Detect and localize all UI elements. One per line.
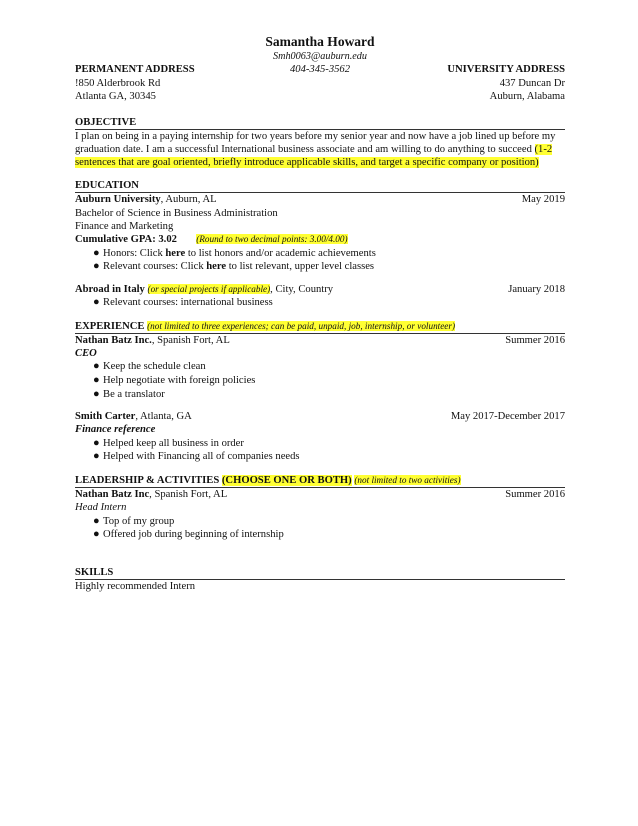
objective-heading: OBJECTIVE: [75, 116, 565, 130]
abroad-note: (or special projects if applicable): [147, 283, 271, 294]
school-name: Auburn University: [75, 194, 161, 206]
company-location: , Spanish Fort, AL: [151, 334, 230, 346]
university-address-label: UNIVERSITY ADDRESS: [447, 64, 565, 75]
major: Finance and Marketing: [75, 221, 174, 233]
leadership-choose: (CHOOSE ONE OR BOTH): [221, 474, 352, 486]
phone-number: 404-345-3562: [289, 64, 351, 75]
job-date: Summer 2016: [505, 334, 565, 346]
permanent-address-city: Atlanta GA, 30345: [75, 91, 156, 103]
list-item: ● Relevant courses: Click here to list relevant, upper level classes: [93, 260, 375, 273]
activity-bullets: [75, 515, 565, 542]
leadership-note: (not limited to two activities): [354, 474, 461, 485]
university-address-city: Auburn, Alabama: [489, 91, 565, 103]
organization-name: Nathan Batz Inc: [75, 488, 150, 500]
bullet-icon: ●: [93, 528, 100, 541]
bullet-icon: ●: [93, 436, 100, 449]
bullet-icon: ●: [93, 450, 100, 463]
experience-heading: EXPERIENCE (not limited to three experiences; can be paid, unpaid, job, internship, or volunteer): [75, 320, 565, 334]
activity-date: Summer 2016: [505, 488, 565, 500]
leadership-heading: LEADERSHIP & ACTIVITIES (CHOOSE ONE OR BOTH) (not limited to two activities): [75, 474, 565, 488]
list-item: ● Honors: Click here to list honors and/or academic achievements: [93, 246, 376, 259]
address-line-2: [75, 90, 565, 103]
bullet-icon: ●: [93, 387, 100, 400]
address-header-row: [75, 63, 565, 77]
skills-heading: SKILLS: [75, 566, 565, 580]
job-role: CEO: [75, 348, 97, 360]
education-heading: EDUCATION: [75, 179, 565, 193]
abroad-date: January 2018: [508, 283, 565, 295]
degree: Bachelor of Science in Business Administration: [75, 207, 278, 219]
company-location: , Atlanta, GA: [135, 411, 192, 423]
job-role: Finance reference: [75, 424, 156, 436]
resume-name: Samantha Howard: [265, 34, 375, 49]
job-row: [75, 334, 565, 347]
objective-text: [75, 130, 565, 170]
gpa-row: [75, 233, 565, 246]
organization-location: , Spanish Fort, AL: [149, 488, 228, 500]
abroad-location: , City, Country: [270, 283, 334, 295]
company-name: Nathan Batz Inc.: [75, 334, 152, 346]
list-item: ● Offered job during beginning of internship: [93, 528, 284, 541]
objective-guidance: (1-2 sentences that are goal oriented, briefly introduce applicable skills, and target a specific company or position): [75, 143, 553, 169]
here-link[interactable]: here: [206, 261, 227, 273]
list-item: ● Helped with Financing all of companies needs: [93, 450, 300, 463]
bullet-icon: ●: [93, 296, 100, 309]
education-school-row: [75, 193, 565, 206]
bullet-icon: ●: [93, 246, 100, 259]
list-item: ● Top of my group: [93, 514, 175, 527]
resume-page: [75, 34, 565, 593]
bullet-icon: ●: [93, 360, 100, 373]
school-location: , Auburn, AL: [160, 194, 217, 206]
experience-note: (not limited to three experiences; can be paid, unpaid, job, internship, or volunteer): [147, 320, 456, 331]
activity-row: [75, 488, 565, 501]
here-link[interactable]: here: [165, 247, 186, 259]
permanent-address-street: !850 Alderbrook Rd: [75, 78, 161, 89]
bullet-icon: ●: [93, 373, 100, 386]
bullet-icon: ●: [93, 260, 100, 273]
permanent-address-label: PERMANENT ADDRESS: [75, 64, 195, 75]
address-line-1: [75, 77, 565, 90]
job-bullets: [75, 360, 565, 401]
education-bullets: [75, 247, 565, 274]
activity-role: Head Intern: [75, 502, 127, 514]
skills-text: Highly recommended Intern: [75, 580, 196, 592]
company-name: Smith Carter: [75, 411, 136, 423]
abroad-row: [75, 283, 565, 296]
list-item: ● Help negotiate with foreign policies: [93, 373, 256, 386]
graduation-date: May 2019: [521, 194, 565, 206]
list-item: ● Be a translator: [93, 387, 165, 400]
university-address-street: 437 Duncan Dr: [499, 78, 565, 89]
abroad-bullets: [75, 296, 565, 310]
job-row: [75, 410, 565, 423]
abroad-title: Abroad in Italy: [75, 283, 145, 295]
list-item: ● Keep the schedule clean: [93, 360, 206, 373]
job-date: May 2017-December 2017: [450, 411, 565, 423]
list-item: ● Helped keep all business in order: [93, 436, 244, 449]
email-address: Smh0063@auburn.edu: [273, 51, 367, 62]
gpa-note: (Round to two decimal points: 3.00/4.00): [196, 234, 348, 245]
bullet-icon: ●: [93, 514, 100, 527]
gpa-label: Cumulative GPA: 3.02: [75, 234, 177, 246]
job-bullets: [75, 437, 565, 464]
objective-body: I plan on being in a paying internship for two years before my senior year and now have a job lined up before my graduation date. I am a successful International business associate and am willing to do anything to succeed: [75, 130, 556, 155]
list-item: ● Relevant courses: international business: [93, 296, 273, 309]
